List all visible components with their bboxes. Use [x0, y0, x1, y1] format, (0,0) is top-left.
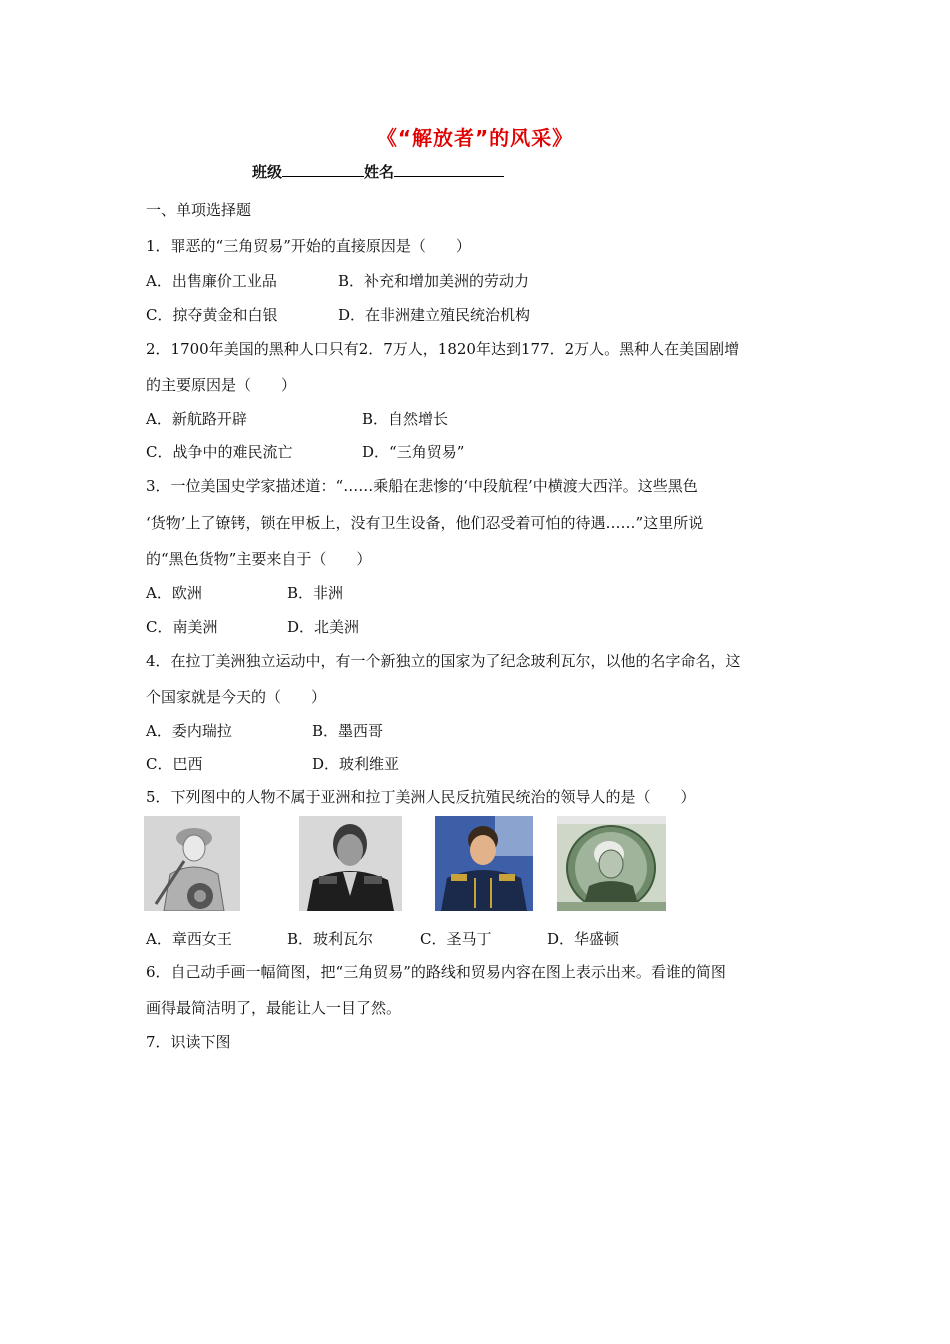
q4-stem-line1: 4．在拉丁美洲独立运动中，有一个新独立的国家为了纪念玻利瓦尔，以他的名字命名，这 — [146, 652, 741, 670]
q5-stem: 5．下列图中的人物不属于亚洲和拉丁美洲人民反抗殖民统治的领导人的是（ ） — [146, 788, 696, 806]
q2-stem-line1: 2．1700年美国的黑种人口只有2．7万人，1820年达到177．2万人。黑种人在美国剧增 — [146, 340, 740, 358]
portrait-san-martin — [435, 816, 533, 911]
q1-option-c[interactable]: C．掠夺黄金和白银 — [146, 306, 278, 324]
q6-stem-line2: 画得最简洁明了，最能让人一目了然。 — [146, 999, 402, 1017]
class-name-line — [252, 161, 504, 182]
q3-option-d[interactable]: D．北美洲 — [287, 618, 360, 636]
q4-option-a[interactable]: A．委内瑞拉 — [146, 722, 232, 740]
q3-stem-line2: ‘货物’上了镣铐，锁在甲板上，没有卫生设备，他们忍受着可怕的待遇……”这里所说 — [146, 514, 704, 532]
q2-option-d[interactable]: D．“三角贸易” — [362, 443, 465, 461]
q2-stem-line2: 的主要原因是（ ） — [146, 376, 297, 394]
q3-option-b[interactable]: B．非洲 — [287, 584, 344, 602]
q5-option-b[interactable]: B．玻利瓦尔 — [287, 930, 374, 948]
portrait-washington — [557, 816, 666, 911]
q4-option-c[interactable]: C．巴西 — [146, 755, 203, 773]
q3-stem-line3: 的“黑色货物”主要来自于（ ） — [146, 550, 372, 568]
name-blank[interactable] — [394, 162, 504, 177]
q3-option-c[interactable]: C．南美洲 — [146, 618, 218, 636]
class-blank[interactable] — [282, 162, 364, 177]
q2-option-b[interactable]: B．自然增长 — [362, 410, 449, 428]
q5-option-a[interactable]: A．章西女王 — [146, 930, 232, 948]
q5-option-d[interactable]: D．华盛顿 — [547, 930, 620, 948]
q2-option-a[interactable]: A．新航路开辟 — [146, 410, 247, 428]
q4-stem-line2: 个国家就是今天的（ ） — [146, 688, 327, 706]
q4-option-b[interactable]: B．墨西哥 — [312, 722, 384, 740]
portrait-queen-jhansi — [144, 816, 240, 911]
section-heading: 一、单项选择题 — [146, 201, 252, 219]
q1-option-a[interactable]: A．出售廉价工业品 — [146, 272, 277, 290]
q1-stem: 1．罪恶的“三角贸易”开始的直接原因是（ ） — [146, 237, 471, 255]
page-title: 《“解放者”的风采》 — [376, 126, 574, 150]
q3-stem-line1: 3．一位美国史学家描述道：“……乘船在悲惨的‘中段航程’中横渡大西洋。这些黑色 — [146, 477, 698, 495]
q6-stem-line1: 6．自己动手画一幅简图，把“三角贸易”的路线和贸易内容在图上表示出来。看谁的简图 — [146, 963, 726, 981]
q1-option-b[interactable]: B．补充和增加美洲的劳动力 — [338, 272, 530, 290]
q7-stem: 7．识读下图 — [146, 1033, 231, 1051]
q3-option-a[interactable]: A．欧洲 — [146, 584, 202, 602]
q1-option-d[interactable]: D．在非洲建立殖民统治机构 — [338, 306, 531, 324]
portrait-bolivar — [299, 816, 402, 911]
name-label: 姓名 — [364, 163, 395, 181]
q5-option-c[interactable]: C．圣马丁 — [420, 930, 492, 948]
class-label: 班级 — [252, 163, 283, 181]
q4-option-d[interactable]: D．玻利维亚 — [312, 755, 400, 773]
q2-option-c[interactable]: C．战争中的难民流亡 — [146, 443, 293, 461]
